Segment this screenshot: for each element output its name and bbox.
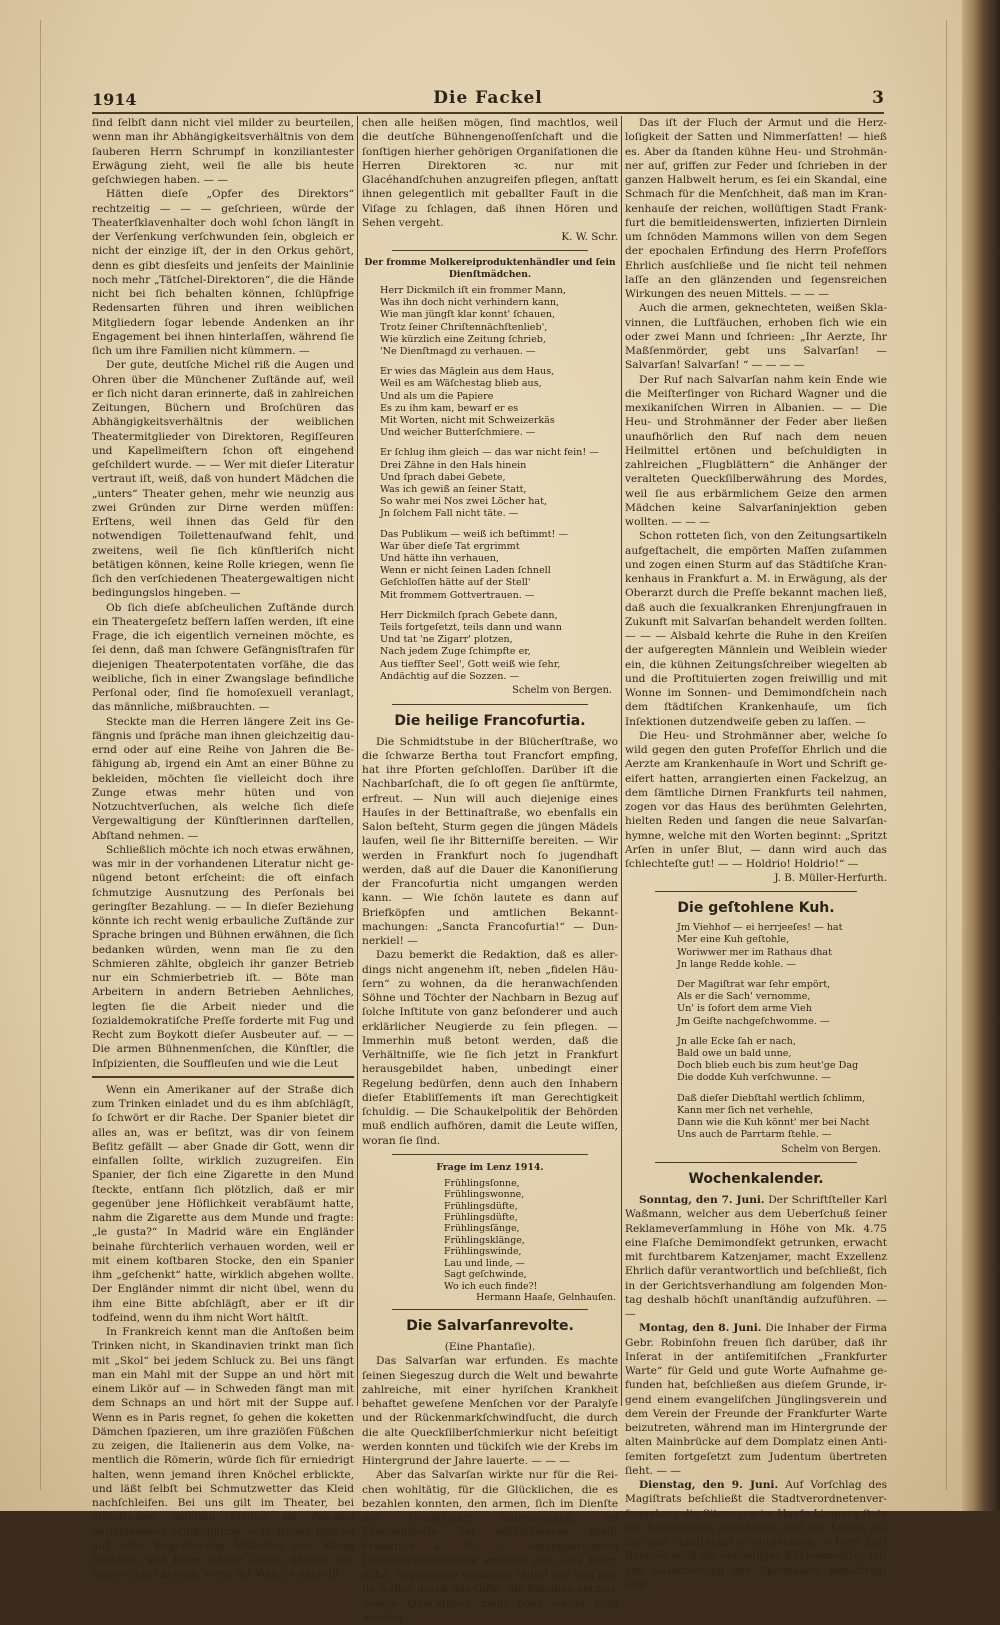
poem-line: Frühlingswinde, <box>444 1246 522 1258</box>
poem-line: Lau und linde, — <box>444 1257 525 1269</box>
column-rule <box>621 116 622 1406</box>
poem-line: Wo ich euch finde?! <box>444 1280 538 1292</box>
poem-stanza <box>677 1036 881 1085</box>
poem-stanza <box>380 529 612 602</box>
article-title: Die geſtohlene Kuh. <box>677 900 835 917</box>
poem-line: Teils fortgeſetzt, teils dann und wann <box>380 622 562 634</box>
poem-line: Mit frommem Gottvertrauen. — <box>380 589 535 601</box>
poem-line: Bald owe un bald unne, <box>677 1048 792 1060</box>
poem-line: Dann wie die Kuh könnt' mer bei Nacht <box>677 1117 870 1129</box>
poem-line: Un' is ſofort dem arme Vieh <box>677 1003 812 1015</box>
article-title: Die Salvarſanrevolte. <box>406 1318 574 1335</box>
poem-line: Und weicher Butterſchmiere. — <box>380 427 536 439</box>
poem-line: 'Ne Dienſtmagd zu verhauen. — <box>380 346 536 358</box>
author-signature: Schelm von Bergen. <box>781 1143 881 1155</box>
poem-line: Herr Dickmilch ſprach Gebete dann, <box>380 609 558 621</box>
page-edge-line <box>946 20 947 1490</box>
calendar-day: Dienstag, den 9. Juni. <box>639 1479 779 1491</box>
poem-line: Jn lange Redde kohle. — <box>677 958 797 970</box>
article-title: Wochenkalender. <box>688 1171 824 1187</box>
poem-stanza <box>677 1093 881 1142</box>
column-1 <box>92 116 354 1582</box>
calendar-text: Die Inhaber der Firma Gebr. Robinſohn freuen ſich darüber, daß ihr Inſerat in der antiſemitiſchen „Frankfurter Warte“ für Geld und gute Worte Aufnahme gefunden hat, beſchließen aus dieſem Grunde, irgend einem evangeliſchen Jünglingsverein und dem Verein der Freunde der Frankfurter Warte beizutreten, während man im Hintergrunde der alten Mainbrücke auf dem Domplatz einen Antiſemiten fortgeſetzt zum Judentum übertreten ſieht. — — <box>625 1322 887 1477</box>
article-subtitle: (Eine Phantaſie). <box>444 1341 536 1354</box>
poem-line: Woriwwer mer im Rathaus dhat <box>677 946 832 958</box>
article-title: Die heilige Francofurtia. <box>394 712 586 729</box>
poem-line: Und ſprach dabei Gebete, <box>380 471 506 483</box>
poem-line: Was ich gewiß an ſeiner Statt, <box>380 484 527 496</box>
poem-line: Was ihn doch nicht verhindern kann, <box>380 297 560 309</box>
poem-line: Frühlingsſonne, <box>444 1177 520 1189</box>
section-divider <box>655 891 857 892</box>
poem-line: Herr Dickmilch iſt ein frommer Mann, <box>380 285 566 296</box>
poem <box>677 922 881 1156</box>
calendar-entry <box>625 1321 887 1478</box>
article-paragraph: ſind ſelbſt dann nicht viel milder zu beurteilen, wenn man ihr Abhängigkeitsverhältnis von dem ſauberen Herrn Schrumpf in konziliantester Erwägung zieht, weil ſie alle bis heute geſchwiegen haben. — — <box>92 117 354 186</box>
poem-line: Wie man jüngſt klar konnt' ſchauen, <box>380 309 556 321</box>
poem-line: Doch blieb euch bis zum heut'ge Dag <box>677 1060 859 1072</box>
poem-line: Jm Viehhof — ei herrjeeſes! — hat <box>677 922 843 934</box>
poem-stanza <box>380 610 612 683</box>
poem-line: Nach jedem Zuge ſchimpfte er, <box>380 646 531 658</box>
calendar-entry <box>625 1193 887 1321</box>
article-paragraph: Das iſt der Fluch der Armut und die Herzloſigkeit der Satten und Nimmerſatten! — hieß es. Aber da ſtanden kühne Heu- und Strohmänner auf, griffen zur Feder und ſchrieben in der ganzen Halbwelt herum, es ſei ein Skandal, eine Schmach für die Menſchheit, daß man im Krankenhauſe der reichen, wollüſtigen Stadt Frankfurt die bemitleidenswerten, infizierten Dirnlein um ſchnöden Mammons willen von dem Segen der epochalen Erfindung des Herrn Profeſſors Ehrlich ausſchließe und ſie nicht teil nehmen laſſe an den glänzenden und ſegensreichen Wirkungen des neuen Mittels. — — — <box>625 117 887 300</box>
poem-line: Frühlingsklänge, <box>444 1234 525 1246</box>
section-divider <box>392 1154 588 1155</box>
article-paragraph: Ob ſich dieſe abſcheulichen Zuſtände durch ein Theatergeſetz beſſern laſſen werden, iſt eine Frage, die ich eigentlich verneinen möchte, es ſei denn, daß man ſchwere Gefängnisſtrafen für diejenigen Theaterpotentaten vorſähe, die das weibliche, ſich in einer Zwangslage befindliche Perſonal oder, ſind ſie homoſexuell veranlagt, das männliche, mißbrauchten. — <box>92 601 354 714</box>
poem-line: Er ſchlug ihm gleich — das war nicht fein! — <box>380 447 599 459</box>
column-rule <box>357 116 358 1406</box>
poem-line: Frühlingsdüfte, <box>444 1212 518 1224</box>
poem-title: Der fromme Molkereiproduktenhändler und ſein Dienſtmädchen. <box>364 257 616 280</box>
poem-line: Uns auch de Parrtarm ſtehle. — <box>677 1129 832 1141</box>
poem-line: Und als um die Papiere <box>380 390 494 402</box>
poem-line: Aus tiefſter Seel', Gott weiß wie ſehr, <box>380 658 561 670</box>
masthead-title: Die Fackel <box>433 88 543 108</box>
section-divider <box>92 1076 354 1078</box>
poem-line: Jm Geiſte nachgeſchwomme. — <box>677 1015 830 1027</box>
poem-line: Frühlingsſänge, <box>444 1223 520 1235</box>
poem-line: Jn ſolchem Fall nicht täte. — <box>380 508 519 520</box>
poem-line: Kann mer ſich net verhehle, <box>677 1104 814 1116</box>
poem-line: Frühlingsdüfte, <box>444 1200 518 1212</box>
poem-line: Drei Zähne in den Hals hinein <box>380 459 527 471</box>
page-edge-line <box>40 20 41 1490</box>
poem-stanza <box>380 447 612 520</box>
poem-line: Das Publikum — weiß ich beſtimmt! — <box>380 528 569 540</box>
column-2 <box>362 116 618 1625</box>
article-paragraph: Die Heu- und Strohmänner aber, welche ſo wild gegen den guten Profeſſor Ehrlich und die Aerzte am Krankenhauſe in Wort und Schrift geeifert hatten, arrangierten einen Fackelzug, an dem ſämtliche Dirnen Frankfurts teil nahmen, zogen vor das Haus des berühmten Gelehrten, hielten Reden und ſangen die neue Salvarſanhymne, welche mit den Worten beginnt: „Spritzt Arſen in unſer Blut, — dann wird auch das ſchlechteſte gut! — — Holdrio! Holdrio!“ — <box>625 729 887 870</box>
article-paragraph: In Frankreich kennt man die Anſtoßen beim Trinken nicht, in Skandinavien trinkt man ſich mit „Skol“ bei jedem Schluck zu. Bei uns fängt man ein Mahl mit der Suppe an und hört mit einem Likör auf — in Schweden fängt man mit dem Schnaps an und hört mit der Suppe auf. Wenn es in Paris regnet, ſo gehen die koketten Dämchen ſpazieren, um ihre graziöſen Füßchen zu zeigen, die Italienerin aus dem Volke, namentlich die Römerin, würde ſich für erniedrigt halten, wenn jemand ihren Knöchel erblickte, und läßt ſelbſt bei Schmutzwetter das Kleid nachſchleifen. Bei uns gilt im Theater, bei öffentlichen Anläſſen Pfeifen als Zeichen entſchiedener Mißbilligung — in Italien läßt es auf hohe Begeiſterung ſchließen und König Umberto und ſeine ſchöne Gattin danken mit huldvollem Lächeln, wenn ihr Volk ſie anpfeift. <box>92 1326 354 1581</box>
section-divider <box>392 1309 588 1310</box>
poem-line: Als er die Sach' vernomme, <box>677 991 811 1003</box>
page-number: 3 <box>872 88 884 108</box>
section-divider <box>655 1162 857 1163</box>
author-signature: Schelm von Bergen. <box>512 685 612 697</box>
article-paragraph: Der gute, deutſche Michel riß die Augen und Ohren über die Münchener Zuſtände auf, weil er ſich nicht daran erinnerte, daß in zahlreichen Zeitungen, Büchern und Broſchüren das Abhängigkeitsverhältnis der weiblichen Theatermitglieder von Direktoren, Regiſſeuren und Kapellmeiſtern ſchon oft eingehend geſchildert wurde. — — Wer mit dieſer Literatur vertraut iſt, weiß, daß von hundert Mädchen die „unters“ Theater gehen, mehr wie neunzig aus zwei Gründen zur Dirne werden müſſen: Erſtens, weil ihnen das Geld für den notwendigen Toilettenaufwand fehlt, und zweitens, weil ſie ſich künſtleriſch nicht betätigen können, keine Rolle kriegen, wenn ſie ſich den verſchiedenen Theatergewaltigen nicht bedingungslos hingeben. — <box>92 359 354 600</box>
poem-line: War über dieſe Tat ergrimmt <box>380 540 520 552</box>
calendar-text: Auf Vorſchlag des Magiſtrats beſchließt die Stadtverordnetenverſammlung die Sitzungen im Hauſe Limpurg ſtets bei Reſtauration abzuhalten und die Koſten dafür dem Stadtſäckel zu entnehmen. — Herr Karl Bueroſe wird als ehemaliger Küchenmeiſter mit der Ausarbeitung der Speiſekarte beauftragt und <box>625 1479 888 1591</box>
poem-line: Frühlingswonne, <box>444 1189 525 1201</box>
poem-line: Mit Worten, nicht mit Schweizerkäs <box>380 415 555 427</box>
poem-line: Sagt geſchwinde, <box>444 1269 527 1281</box>
calendar-text: Der Schriftſteller Karl Waßmann, welcher aus dem Ueberſchuß ſeiner Reklameverſammlung in Höhe von Mk. 4.75 eine Flaſche Demimondſekt getrunken, erwacht mit furchtbarem Katzenjamer, macht Exzellenz Ehrlich dafür verantwortlich und beſchließt, ſich in der Gerichtsverhandlung am folgenden Montag deshalb höchſt unanſtändig aufzuführen. — — <box>625 1194 887 1320</box>
article-paragraph: chen alle heißen mögen, ſind machtlos, weil die deutſche Bühnengenoſſenſchaft und die ſonſtigen hierher gehörigen Organiſationen die Herren Direktoren ꝛc. nur mit Glacéhandſchuhen anzugreifen pflegen, anſtatt ihnen gelegentlich mit geballter Fauſt in die Viſage zu ſchlagen, daß ihnen Hören und Sehen vergeht. <box>362 117 618 229</box>
poem-line: Und tat 'ne Zigarr' plotzen, <box>380 634 513 646</box>
poem <box>444 1178 618 1303</box>
article-paragraph: Der Ruf nach Salvarſan nahm kein Ende wie die Meiſterſinger von Richard Wagner und die mexikaniſchen Wirren in Albanien. — — Die Heu- und Strohmänner der Feder aber ließen unaufhörlich den Ruf nach dem neuen Heilmittel ertönen und beſchuldigten in zahlreichen „Flugblättern“ die Anhänger der veralteten Queckſilberwährung des Mordes, weil ſie aus erbärmlichem Geize den armen Mädchen keine Salvarſaninjektion geben wollten. — — — <box>625 373 887 528</box>
article-paragraph: Wenn ein Amerikaner auf der Straße dich zum Trinken einladet und du es ihm abſchlägſt, ſo ſchwört er dir Rache. Der Spanier bietet dir alles an, was er beſitzt, was dir von ſeinem Beſitz gefällt — aber Gnade dir Gott, wenn dir einfallen ſollte, wirklich zuzugreifen. Ein Spanier, der ſich eine Zigarette in den Mund ſteckte, entſann ſich plötzlich, daß er mir gegenüber jene Höflichkeit verabſäumt hatte, nahm die Zigarette aus dem Munde und fragte: „le gusta?“ In Madrid wäre ein Engländer beinahe fürchterlich verhauen worden, weil er mit einem koſtbaren Stocke, den ein Spanier ihm „geſchenkt“ hatte, wirklich abgehen wollte. Der Engländer nimmt dir nicht übel, wenn du ihm eine Bitte abſchlägſt, aber er iſt dir todfeind, wenn du ihm nicht Wort hältſt. <box>92 1083 354 1324</box>
calendar-day: Sonntag, den 7. Juni. <box>639 1194 765 1206</box>
poem-title: Frage im Lenz 1914. <box>436 1161 544 1173</box>
poem-line: Andächtig auf die Sozzen. — <box>380 670 520 682</box>
article-paragraph: Dazu bemerkt die Redaktion, daß es allerdings nicht angenehm iſt, neben „fidelen Häuſern“ zu wohnen, da die heranwachſenden Söhne und Töchter der Nachbarn in Bezug auf ſolche Inſtitute von ganz beſonderer und auch erklärlicher Neugierde zu ſein pflegen. — Immerhin muß betont werden, daß die Verhältniſſe, wie ſie ſich jetzt in Frankfurt herausgebildet haben, unbedingt einer Regelung bedürfen, denn auch den Inhabern dieſer Etabliſſements iſt man Gerechtigkeit ſchuldig. — Die Schaukelpolitik der Behörden muß endlich aufhören, damit die Leute wiſſen, woran ſie ſind. <box>362 949 618 1147</box>
article-paragraph: Das Salvarſan war erfunden. Es machte ſeinen Siegeszug durch die Welt und bewahrte zahlreiche, mit einer hyriſchen Krankheit behaftet geweſene Menſchen vor der Paralyſe und der Rückenmarkſchwindſucht, die durch die alte Queckſilberſchmierkur nicht beſeitigt werden konnten und tückiſch wie der Krebs im Hintergrund der Jahre lauerte. — — — <box>362 1355 618 1468</box>
header-year: 1914 <box>92 90 137 109</box>
section-divider <box>392 250 588 251</box>
poem-line: Wenn er nicht ſeinen Laden ſchnell <box>380 565 551 577</box>
article-paragraph: Die Schmidtstube in der Blücherſtraße, wo die ſchwarze Bertha tout Francfort empfing, hat ihre Pforten geſchloſſen. Darüber iſt die Nachbarſchaft, die ſo oft gegen ſie anſtürmte, erfreut. — Nun will auch diejenige eines Hauſes in der Bettinaſtraße, wo ebenfalls ein Salon beſteht, Sturm gegen die jüngen Mädels laufen, weil ſie ihr Bitterniſſe bereiten. — Wir werden in Frankfurt noch ſo jugendhaft werden, daß auf die Dauer die Kanoniſierung der Francofurtia nicht umgangen werden kann. — Wie ſchön lautete es dann auf Briefköpfen und amtlichen Bekanntmachungen: „Sancta Francofurtia!“ — Dunnerkiel! — <box>362 735 618 948</box>
poem-stanza <box>380 285 612 358</box>
article-paragraph: Steckte man die Herren längere Zeit ins Gefängnis und ſpräche man ihnen gleichzeitig dauernd oder auf eine Reihe von Jahren die Befähigung ab, irgend ein Amt an einer Bühne zu bekleiden, möchten ſie vielleicht doch ihre Zunge etwas mehr hüten und von Notzuchtverſuchen, als welche ſich dieſe Vergewaltigung der Künſtlerinnen darſtellen, Abſtand nehmen. — <box>92 715 354 842</box>
poem-line: Es zu ihm kam, bewarf er es <box>380 402 519 414</box>
article-paragraph: Auch die armen, geknechteten, weißen Sklavinnen, die Luſtfäuchen, erhoben ſich wie ein oder zwei Mann und ſchrieen: „Ihr Aerzte, Ihr Maßſenmörder, gebt uns Salvarſan! — Salvarſan! Salvarſan! “ — — — — <box>625 302 887 372</box>
poem-line: Geſchloſſen hätte auf der Stell' <box>380 577 531 589</box>
poem <box>380 285 612 698</box>
calendar-entry <box>625 1478 887 1592</box>
page-header <box>92 88 884 114</box>
article-paragraph: Hätten dieſe „Opfer des Direktors“ rechtzeitig — — — geſchrieen, würde der Theaterſklavenhalter doch wohl ſchon längſt in der Verſenkung verſchwunden ſein, obgleich er nicht der einzige iſt, der in den Orkus gehört, denn es gibt diesſeits und jenſeits der Mainlinie noch mehr „Tätſchel-Direktoren“, die die Hände nicht bei ſich behalten können, ſchlüpfrige Redensarten führen und ihren weiblichen Mitgliedern ſogar lebende Andenken an ihr Engagement bei ihnen hinterlaſſen, während ſie ſich um ihre Familien nicht kümmern. — <box>92 188 354 357</box>
poem-stanza <box>380 366 612 439</box>
poem-line: Und hätte ihn verhauen, <box>380 553 499 565</box>
column-3 <box>625 116 887 1592</box>
article-paragraph: Schließlich möchte ich noch etwas erwähnen, was mir in der vorhandenen Literatur nicht genügend betont erſcheint: die oft einfach ſchmutzige Ausnutzung des Perſonals bei geringſter Bezahlung. — — In dieſer Beziehung könnte ich recht wenig erbauliche Zuſtände zur Sprache bringen und Bühnen erwähnen, die ſich bedanken würden, wenn man ſie zu den Schmieren zählte, obgleich ihr ganzer Betrieb nur ein Schmierbetrieb iſt. — Böte man Arbeitern in andern Betrieben Aehnliches, legten ſie die Arbeit nieder und die ſozialdemokratiſche Preſſe forderte mit Fug und Recht zum Boykott dieſer Ausbeuter auf. — — Die armen Bühnenmenſchen, die Künſtler, die Inſpizienten, die Souffleuſen und wie die Leut <box>92 843 354 1070</box>
author-signature: Hermann Haaſe, Gelnhauſen. <box>476 1291 616 1303</box>
poem-line: Er wies das Mäglein aus dem Haus, <box>380 366 555 378</box>
section-divider <box>392 704 588 705</box>
poem-line: Jn alle Ecke ſah er nach, <box>677 1035 796 1047</box>
poem-line: Der Magiſtrat war ſehr empört, <box>677 979 831 991</box>
poem-line: Weil es am Wäſchestag blieb aus, <box>380 378 542 390</box>
book-spine <box>962 0 1000 1511</box>
poem-stanza <box>677 922 881 971</box>
poem-line: Die dodde Kuh verſchwunne. — <box>677 1072 831 1084</box>
article-paragraph: Schon rotteten ſich, von den Zeitungsartikeln aufgeſtachelt, die empörten Maſſen zuſammen und zogen einen Sturm auf das Städtiſche Krankenhaus in Frankfurt a. M. in Erwägung, als der Oberarzt durch die Preſſe bekannt machen ließ, daß auch die ſexualkranken Ehrenjungfrauen in Zukunft mit Salvarſan behandelt werden ſollten. — — — Alsbald kehrte die Ruhe in den Kreiſen der aufgeregten Männlein und Weiblein wieder ein, die kühnen Zeitungsſchreiber wiegelten ab und die Proſtituierten zogen freiwillig und mit Wonne im Sonnen- und Demimondſchein nach dem ſtädtiſchen Krankenhauſe, um ſich Inſektionen dutzendweiſe geben zu laſſen. — <box>625 530 887 728</box>
author-signature: K. W. Schr. <box>561 231 618 243</box>
article-paragraph: Aber das Salvarſan wirkte nur für die Reichen wohltätig, für die Glücklichen, die es bezahlen konnten, den armen, ſich im Dienſte der Geſellſchaft aufreibenden, im Krankenhauſe der goldſchweren Stadt Frankfurt a. M. — untergebrachten Liebesdienſtmädchen enthielt man das Herrliche, ſo glänzend wirkende Mittel vor und ließ ſie weiter durch das Gifte, die Knochen zermalmende Queckſilber mehr oder wenig ſelig werden. <box>362 1469 618 1624</box>
poem-line: Trotz ſeiner Chriſtennächſtenlieb', <box>380 321 548 333</box>
author-signature: J. B. Müller-Herfurth. <box>774 872 887 885</box>
poem-line: So wahr mei Nos zwei Löcher hat, <box>380 496 548 508</box>
poem-line: Mer eine Kuh geſtohle, <box>677 934 790 946</box>
poem-line: Wie kürzlich eine Zeitung ſchrieb, <box>380 333 546 345</box>
poem-line: Daß dieſer Diebſtahl wertlich ſchlimm, <box>677 1092 866 1104</box>
calendar-day: Montag, den 8. Juni. <box>639 1322 762 1335</box>
poem-stanza <box>677 979 881 1028</box>
